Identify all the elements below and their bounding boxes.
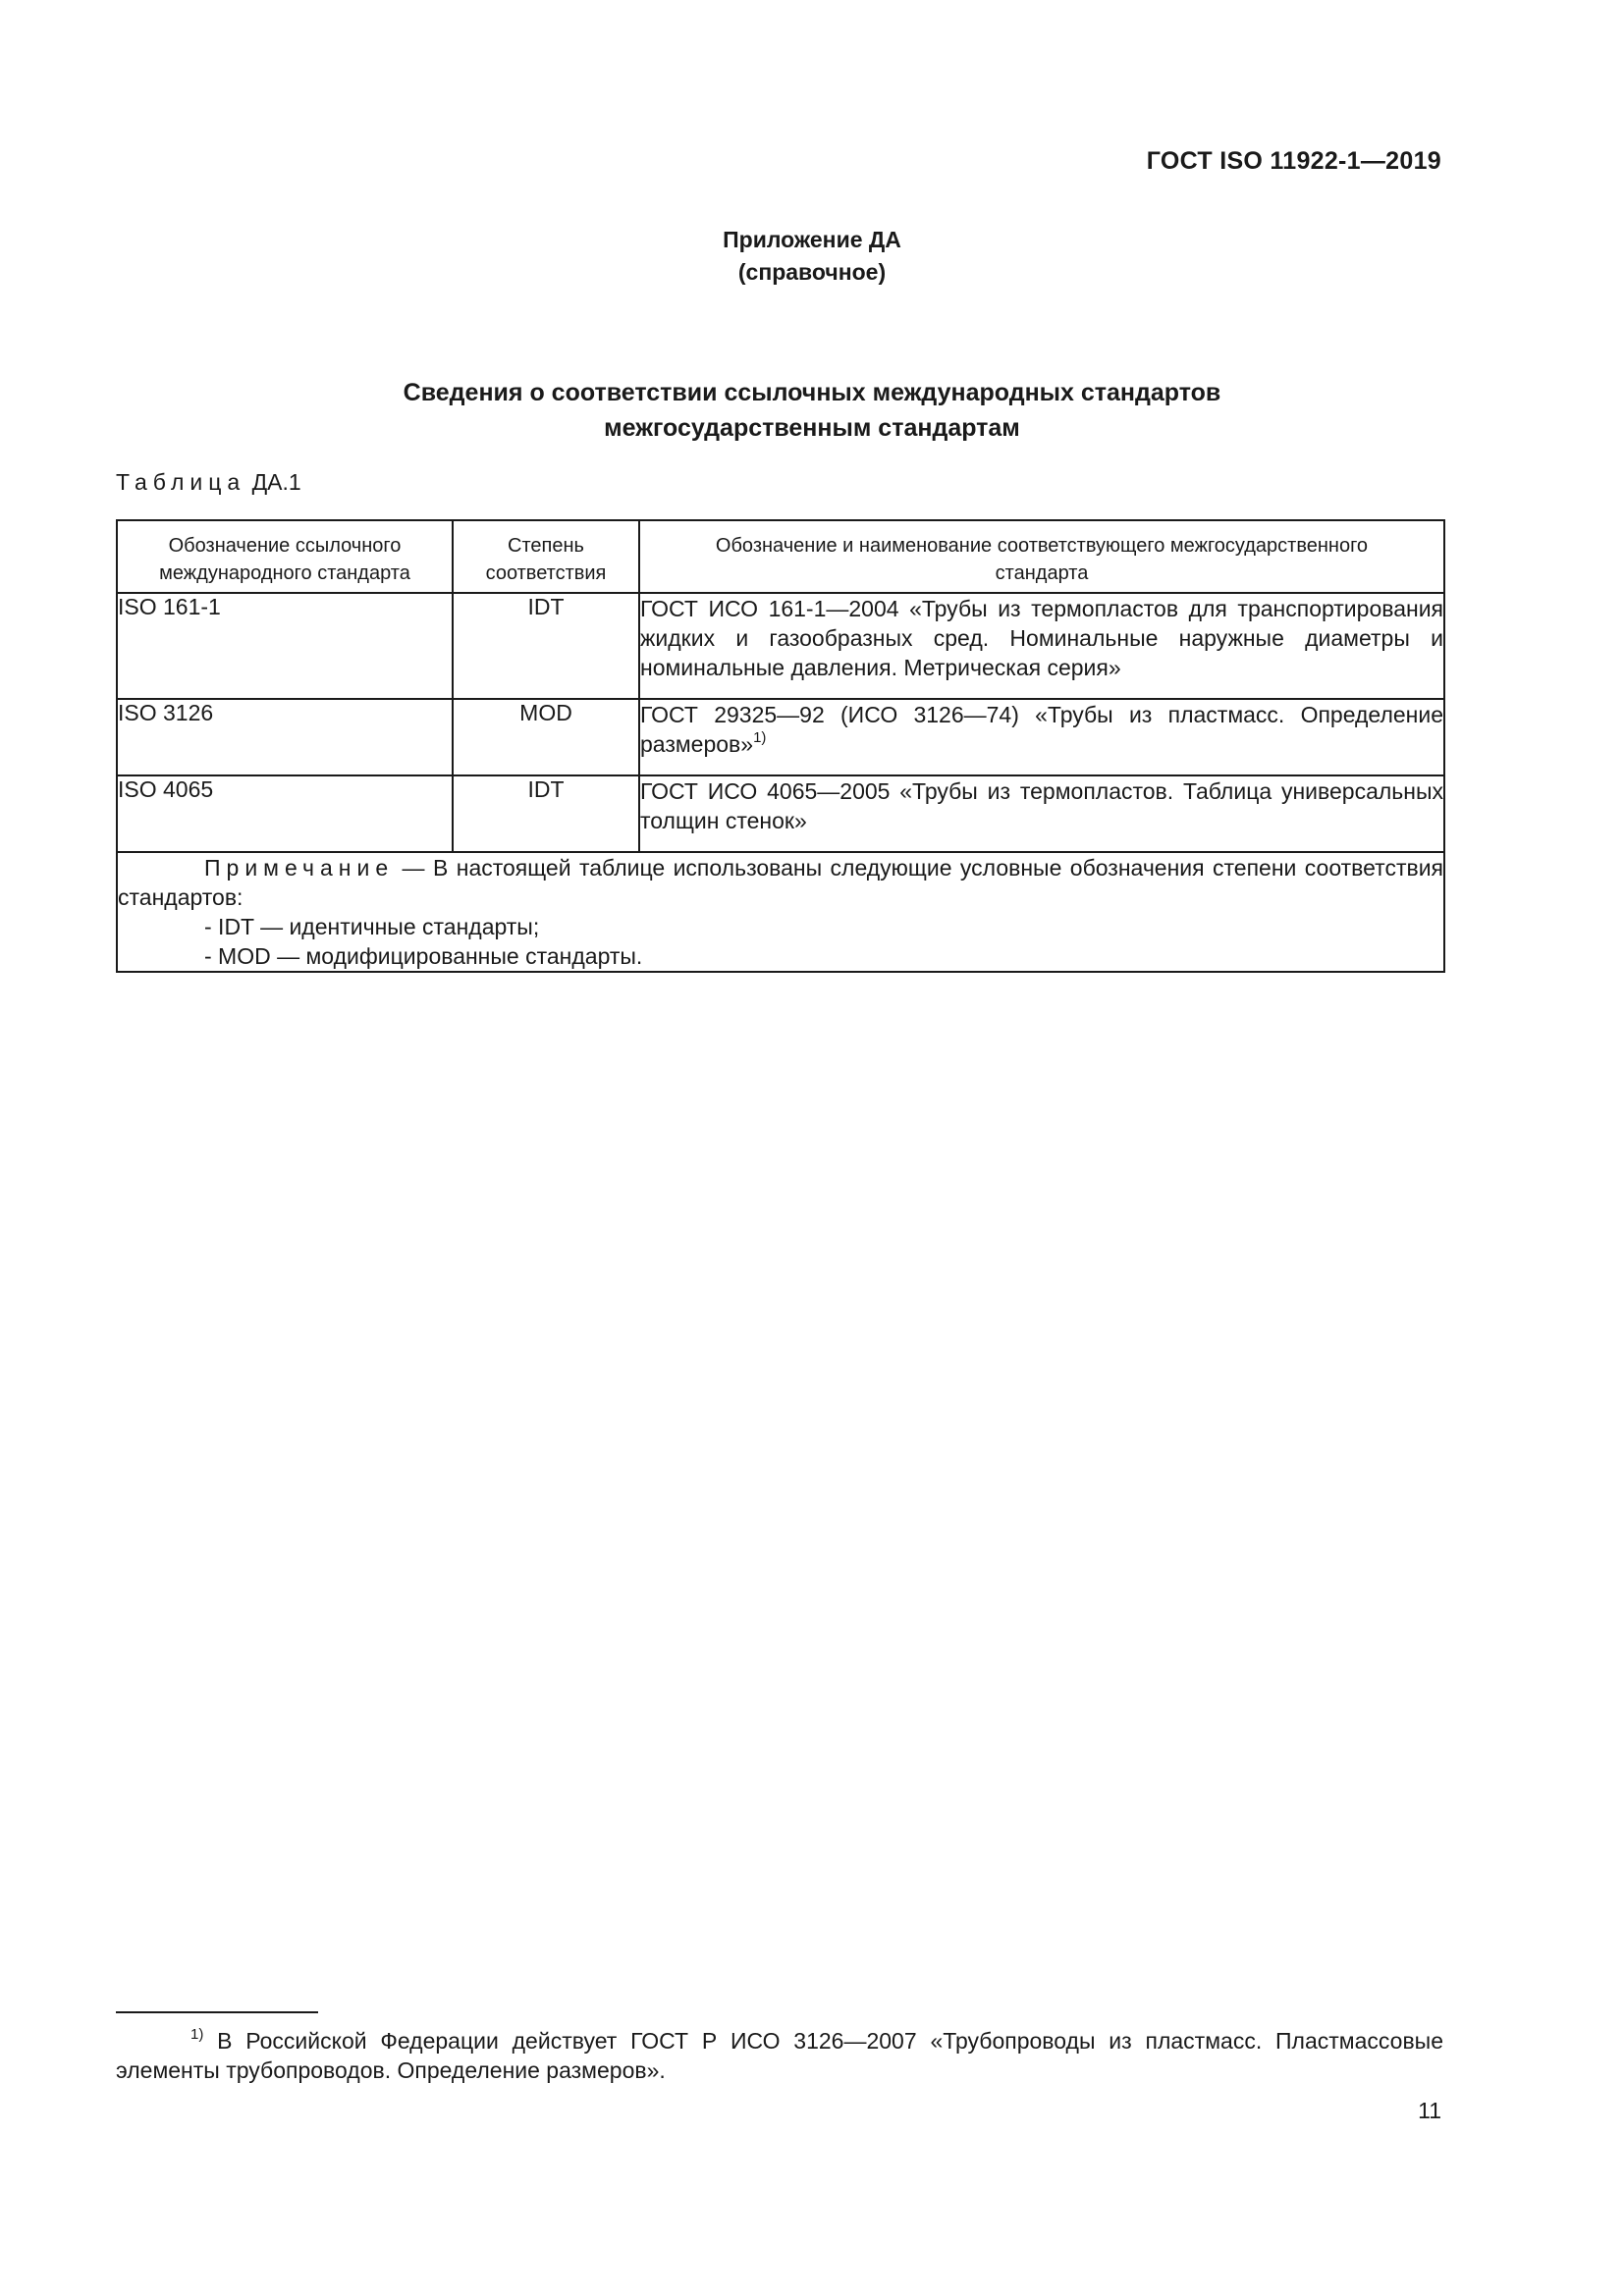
note-lead bbox=[118, 853, 1443, 912]
footnote bbox=[116, 2026, 1443, 2085]
header-reference-line-1: Обозначение ссылочного bbox=[168, 535, 402, 557]
cell-reference: ISO 3126 bbox=[117, 699, 453, 775]
section-title-line-2: межгосударственным стандартам bbox=[604, 414, 1020, 442]
footnote-divider bbox=[116, 2011, 318, 2013]
cell-reference: ISO 4065 bbox=[117, 775, 453, 852]
header-reference-line-2: международного стандарта bbox=[159, 562, 410, 584]
table-label bbox=[116, 469, 301, 496]
table-note bbox=[117, 852, 1444, 972]
cell-interstate: ГОСТ ИСО 4065—2005 «Трубы из термопластов. Таблица универсальных толщин стенок» bbox=[639, 775, 1444, 852]
header-degree-line-1: Степень bbox=[508, 535, 584, 557]
cell-degree: MOD bbox=[453, 699, 639, 775]
header-degree bbox=[453, 520, 639, 593]
table-label-word: Таблица bbox=[116, 469, 246, 495]
note-text: — В настоящей таблице использованы следующие условные обозначения степени соответствия стандартов: bbox=[118, 855, 1443, 910]
appendix-subtitle: (справочное) bbox=[737, 259, 887, 285]
table-header-row bbox=[117, 520, 1444, 593]
correspondence-table bbox=[116, 519, 1445, 973]
cell-interstate-text: ГОСТ 29325—92 (ИСО 3126—74) «Трубы из пластмасс. Определение размеров» bbox=[640, 702, 1443, 757]
section-title bbox=[0, 375, 1624, 446]
header-reference-standard bbox=[117, 520, 453, 593]
note-item: - MOD — модифицированные стандарты. bbox=[204, 943, 643, 969]
table-label-number: ДА.1 bbox=[251, 469, 301, 495]
header-interstate-line-2: стандарта bbox=[995, 562, 1089, 584]
note-label: Примечание bbox=[204, 855, 395, 881]
footnote-reference: 1) bbox=[753, 729, 767, 746]
page-number: 11 bbox=[1418, 2098, 1441, 2123]
table-note-row bbox=[117, 852, 1444, 972]
cell-degree: IDT bbox=[453, 593, 639, 699]
footnote-body bbox=[116, 2026, 1443, 2085]
note-item: - IDT — идентичные стандарты; bbox=[204, 914, 540, 939]
table-row bbox=[117, 775, 1444, 852]
cell-interstate bbox=[639, 699, 1444, 775]
table-row bbox=[117, 593, 1444, 699]
appendix-title: Приложение ДА bbox=[723, 227, 901, 252]
section-title-line-1: Сведения о соответствии ссылочных международных стандартов bbox=[403, 379, 1221, 406]
cell-reference: ISO 161-1 bbox=[117, 593, 453, 699]
cell-degree: IDT bbox=[453, 775, 639, 852]
table-row bbox=[117, 699, 1444, 775]
document-code: ГОСТ ISO 11922-1—2019 bbox=[1146, 147, 1441, 175]
footnote-mark: 1) bbox=[190, 2026, 204, 2043]
header-interstate-line-1: Обозначение и наименование соответствующего межгосударственного bbox=[715, 535, 1369, 557]
header-interstate-standard bbox=[639, 520, 1444, 593]
cell-interstate: ГОСТ ИСО 161-1—2004 «Трубы из термопластов для транспортирования жидких и газообразных сред. Номинальные наружные диаметры и номинальные давления. Метрическая серия» bbox=[639, 593, 1444, 699]
header-degree-line-2: соответствия bbox=[485, 562, 607, 584]
footnote-text: В Российской Федерации действует ГОСТ Р ИСО 3126—2007 «Трубопроводы из пластмасс. Пластмассовые элементы трубопроводов. Определение размеров». bbox=[116, 2028, 1443, 2083]
appendix-heading bbox=[0, 224, 1624, 289]
